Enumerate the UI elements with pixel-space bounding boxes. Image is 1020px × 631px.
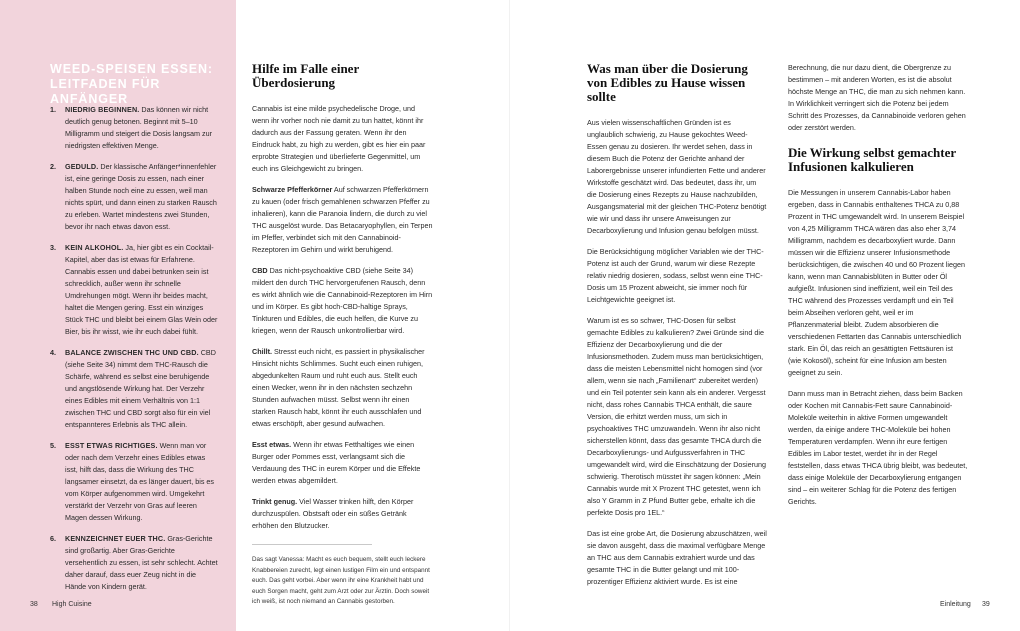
remedy-text: Stresst euch nicht, es passiert in physikalischer Hinsicht nichts Schlimmes. Sucht euch einen ruhigen, abgedunkelten Raum und ruht euch aus. Stellt euch einen Wecker, wenn ihr in den nächsten sechzehn Stunden aufwachen müsst. Selbst wenn ihr einen starken Rausch habt, könnt ihr euch ausschlafen und etwas erschöpft, aber gesund aufwachen. — [252, 347, 425, 428]
remedy-paragraph — [252, 265, 434, 337]
tips-list — [50, 104, 218, 602]
tip-heading: GEDULD. — [65, 162, 99, 171]
remedy-paragraph — [252, 346, 434, 430]
tip-text: Das können wir nicht deutlich genug betonen. Beginnt mit 5–10 Milligramm und steigert die Dosis langsam zur niedrigsten effektiven Menge. — [65, 105, 212, 150]
vanessa-note: Das sagt Vanessa: Macht es euch bequem, stellt euch leckere Knabbereien zurecht, legt einen lustigen Film ein und entspannt euch. Das geht vorbei. Aber wenn ihr eine Krankheit habt und euch Sorgen macht, geht zum Arzt oder zur Ärztin. Doch soweit ich weiß, ist noch niemand an Cannabis gestorben. — [252, 556, 430, 605]
tip-text: Wenn man vor oder nach dem Verzehr eines Edibles etwas isst, hilft das, dass die Wirkung des THC langsamer einsetzt, da es länger dauert, bis es vom Körper aufgenommen wird. Umgekehrt verstärkt der Verzehr von Gras auf leeren Magen dessen Wirkung. — [65, 441, 215, 522]
remedy-lead: Schwarze Pfefferkörner — [252, 185, 333, 194]
remedy-text: Das nicht-psychoaktive CBD (siehe Seite 34) mildert den durch THC hervorgerufenen Rausch, denn es wirkt ähnlich wie die Cannabinoid-Rezeptoren im Hirn und im Körper. Es gibt hoch-CBD-haltige Sprays, Tinkturen und Edibles, die euch helfen, die Kurve zu kriegen, wenn der Rausch unkontrollierbar wird. — [252, 266, 433, 335]
dosing-paragraph: Das ist eine grobe Art, die Dosierung abzuschätzen, weil sie davon ausgeht, dass die maximal verfügbare Menge an THC aus dem Cannabis extrahiert wurde und das gesamte THC in die Butter gelangt und mit 100-prozentiger Effizienz aktiviert wurde. Es ist eine — [587, 529, 767, 586]
dosing-heading: Was man über die Dosierung von Edibles zu Hause wissen sollte — [587, 61, 748, 104]
infusion-heading: Die Wirkung selbst gemachter Infusionen kalkulieren — [788, 145, 956, 174]
remedy-lead: Esst etwas. — [252, 440, 292, 449]
tip-item — [50, 104, 218, 152]
tip-number: 3. — [50, 243, 56, 252]
tip-number: 1. — [50, 105, 56, 114]
beginner-guide-sidebar — [0, 0, 236, 631]
sidebar-title: WEED-SPEISEN ESSEN: LEITFADEN FÜR ANFÄNGER — [50, 62, 213, 106]
tip-heading: BALANCE ZWISCHEN THC UND CBD. — [65, 348, 199, 357]
dosing-paragraph: Aus vielen wissenschaftlichen Gründen ist es unglaublich schwierig, zu Hause gekochtes Weed-Essen genau zu dosieren. Ihr werdet sehen, dass in diesem Buch die Potenz der Gerichte anhand der Laborergebnisse unserer infundierten Fette und anderer Wirkstoffe geschätzt wird. Das bedeutet, dass ihr, um die Dosierung eines Rezepts zu Hause nachzubilden, Ausgangsmaterial mit der gleichen THC-Potenz benötigt wie wir und dass ihr unsere Anweisungen zur Decarboxylierung und Infusion genau befolgen müsst. — [587, 118, 767, 235]
tip-heading: KEIN ALKOHOL. — [65, 243, 124, 252]
tip-number: 4. — [50, 348, 56, 357]
tip-number: 6. — [50, 534, 56, 543]
tip-heading: KENNZEICHNET EUER THC. — [65, 534, 166, 543]
tip-heading: NIEDRIG BEGINNEN. — [65, 105, 140, 114]
remedy-lead: Chillt. — [252, 347, 272, 356]
remedy-paragraph — [252, 439, 434, 487]
infusion-paragraph: Die Messungen in unserem Cannabis-Labor haben ergeben, dass in Cannabis enthaltenes THCA zu 0,88 Prozent in THC umgewandelt wird. In unserem Beispiel von 4,25 Milligramm THCA wären das also eher 3,74 Milligramm, nachdem es decarboxyliert wurde. Dann müssen wir die Effizienz unserer Infusionsmethode berücksichtigen, die zwischen 40 und 60 Prozent liegen kann, wenn man Cannabisblüten in Butter oder Öl aufgießt. Infusionen sind ineffizient, weil ein Teil des THC während des Prozesses verdampft und ein Teil beim Abseihen verloren geht, weil er im Pflanzenmaterial bleibt. Zudem absorbieren die verschiedenen Fettarten das Cannabis unterschiedlich stark. Ein Öl, das reich an gesättigten Fettsäuren ist (wie Kokosöl), scheint für eine Infusion am besten geeignet zu sein. — [788, 188, 966, 377]
overdose-help-column — [252, 62, 434, 617]
tip-item — [50, 242, 218, 338]
dosing-paragraph: Warum ist es so schwer, THC-Dosen für selbst gemachte Edibles zu kalkulieren? Zwei Gründe sind die Effizienz der Decarboxylierung und die der Infusionsmethoden. Zudem muss man berücksichtigen, dass die meisten Lebensmittel nicht homogen sind (vor allem, wenn sie nach „Familienart“ zubereitet werden) und ein Teil potenter sein kann als ein anderer. Vergesst nicht, dass rohes Cannabis THCA enthält, die saure Version, die erhitzt werden muss, um sich in psychoaktives THC umzuwandeln. Wenn ihr also nicht sicherstellen könnt, dass das gesamte THCA durch die Decarboxylierungs- und Aufgussverfahren in THC umgewandelt wird, wird die Einschätzung der Dosierung schwierig. Therotisch müsstet ihr sagen können: „Mein Cannabis wurde mit X Prozent THC getestet, wenn ich also Y Gramm in Z Pfund Butter gebe, erhalte ich die perfekte Dosis pro 1EL.“ — [587, 316, 766, 517]
tip-number: 5. — [50, 441, 56, 450]
left-running-footer: High Cuisine — [52, 601, 92, 608]
remedy-lead: CBD — [252, 266, 268, 275]
infusion-paragraph: Dann muss man in Betracht ziehen, dass beim Backen oder Kochen mit Cannabis-Fett saure Cannabinoid-Moleküle weiterhin in aktive Formen umgewandelt werden, da einige andere THC-Moleküle bei hohen Temperaturen verdampfen. Wenn ihr eure fertigen Edibles im Labor testet, werdet ihr in der Regel feststellen, dass etwas THCA übrig bleibt, was bedeutet, dass einige Moleküle der Decarboxylierung entgangen sind – ein weiterer Schlag für die Potenz des fertigen Gerichts. — [788, 389, 968, 506]
continued-paragraph: Berechnung, die nur dazu dient, die Obergrenze zu bestimmen – mit anderen Worten, es ist die absolut höchste Menge an THC, die man zu sich nehmen kann. In Wirklichkeit verringert sich die Potenz bei jedem Schritt des Prozesses, da Cannabinoide verloren gehen oder zerstört werden. — [788, 63, 966, 132]
divider — [252, 544, 372, 545]
remedy-paragraph — [252, 184, 434, 256]
overdose-intro: Cannabis ist eine milde psychedelische Droge, und wenn ihr vorher noch nie damit zu tun hattet, könnt ihr dadurch aus der Fassung geraten. Wenn ihr den Eindruck habt, zu high zu werden, gibt es hier ein paar erprobte Strategien und überlieferte Gegenmittel, um euch ins Gleichgewicht zu bringen. — [252, 104, 426, 173]
tip-text: Ja, hier gibt es ein Cocktail-Kapitel, aber das ist etwas für Erfahrene. Cannabis essen und dabei betrunken sein ist schrecklich, außer wenn ihr schnelle Umdrehungen mögt. Wenn ihr beides macht, haltet die Mengen gering. Esst ein winziges Stück THC und bleibt bei einem Glas Wein oder Bier, bis ihr wisst, wie ihr euch dabei fühlt. — [65, 243, 218, 336]
tip-item — [50, 161, 218, 233]
right-page-number: 39 — [982, 601, 990, 608]
tip-item — [50, 440, 218, 524]
right-running-footer: Einleitung — [940, 601, 971, 608]
tip-text: Gras-Gerichte sind großartig. Aber Gras-Gerichte versehentlich zu essen, ist sehr schlecht. Achtet daher darauf, dass euer Zeug nicht in die Hände von Kindern gerät. — [65, 534, 218, 591]
remedy-text: Viel Wasser trinken hilft, den Körper durchzuspülen. Obstsaft oder ein süßes Getränk erhöhen den Blutzucker. — [252, 497, 414, 530]
tip-item — [50, 347, 218, 431]
infusion-column — [788, 62, 968, 517]
overdose-heading: Hilfe im Falle einer Überdosierung — [252, 61, 359, 90]
tip-text: Der klassische Anfänger*innenfehler ist, eine geringe Dosis zu essen, nach einer halben Stunde noch eine zu essen, weil man nichts spürt, und dann einen zu starken Rausch zu erleben. Wartet mindestens zwei Stunden, bevor ihr nach etwas davon esst. — [65, 162, 217, 231]
remedy-text: Wenn ihr etwas Fetthaltiges wie einen Burger oder Pommes esst, verlangsamt sich die Verdauung des THC in eurem Körper und die Effekte werden etwas abgemildert. — [252, 440, 421, 485]
tip-text: CBD (siehe Seite 34) nimmt dem THC-Rausch die Schärfe, während es selbst eine beruhigende und angstlösende Wirkung hat. Der Verzehr eines Edibles mit einem Verhältnis von 1:1 zwischen THC und CBD sorgt also für ein viel entspannteres Erlebnis als THC allein. — [65, 348, 216, 429]
dosing-column — [587, 62, 767, 597]
left-page-number: 38 — [30, 601, 38, 608]
dosing-paragraph: Die Berücksichtigung möglicher Variablen wie der THC-Potenz ist auch der Grund, warum wir diese Rezepte relativ niedrig dosieren, sodass, selbst wenn eine THC-Dosis um 15 Prozent abweicht, sie immer noch für Leichtgewichte geeignet ist. — [587, 247, 764, 304]
tip-heading: ESST ETWAS RICHTIGES. — [65, 441, 158, 450]
remedy-paragraph — [252, 496, 434, 532]
remedy-text: Auf schwarzen Pfefferkörnern zu kauen (oder frisch gemahlenen schwarzen Pfeffer zu inhalieren), kann die Paranoia lindern, die durch zu viel THC ausgelöst wurde. Das Betacaryophyllen, ein Terpen im Pfeffer, verbindet sich mit den Cannabinoid-Rezeptoren im Gehirn und wirkt beruhigend. — [252, 185, 433, 254]
remedy-lead: Trinkt genug. — [252, 497, 298, 506]
tip-item — [50, 533, 218, 593]
tip-number: 2. — [50, 162, 56, 171]
